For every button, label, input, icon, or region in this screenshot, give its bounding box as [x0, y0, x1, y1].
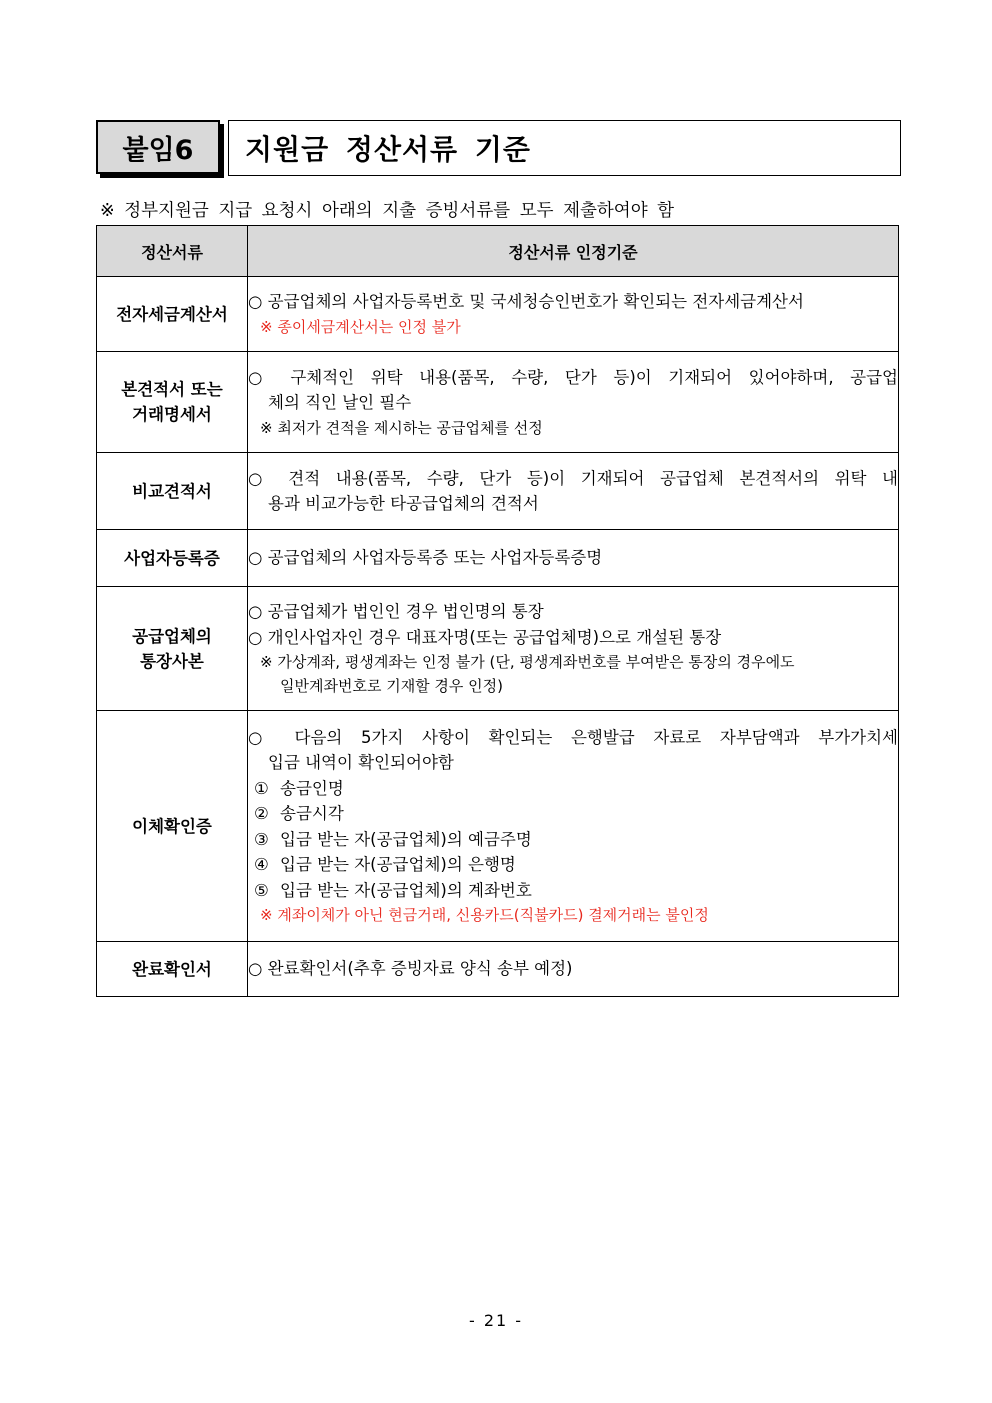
item-number: ①	[254, 778, 269, 798]
page-title: 지원금 정산서류 기준	[228, 120, 901, 176]
table-row	[97, 277, 899, 352]
criteria-line: ○ 공급업체가 법인인 경우 법인명의 통장	[248, 602, 544, 621]
row-criteria	[248, 453, 899, 530]
list-item	[248, 878, 898, 904]
criteria-line: ○ 다음의 5가지 사항이 확인되는 은행발급 자료로 자부담액과 부가가치세	[248, 727, 898, 747]
criteria-line: ○ 공급업체의 사업자등록증 또는 사업자등록증명	[248, 548, 603, 568]
table-row	[97, 942, 899, 997]
row-label: 비교견적서	[97, 453, 248, 530]
criteria-line: 용과 비교가능한 타공급업체의 견적서	[268, 494, 539, 513]
criteria-line: ○ 개인사업자인 경우 대표자명(또는 공급업체명)으로 개설된 통장	[248, 627, 722, 647]
row-criteria	[248, 530, 899, 587]
row-label: 전자세금계산서	[97, 277, 248, 352]
criteria-note: ※ 가상계좌, 평생계좌는 인정 불가 (단, 평생계좌번호를 부여받은 통장의 경우에도	[260, 653, 795, 671]
list-item	[248, 852, 898, 878]
item-number: ②	[254, 804, 269, 824]
criteria-line: ○ 구체적인 위탁 내용(품목, 수량, 단가 등)이 기재되어 있어야하며, 공급업	[248, 367, 898, 387]
row-criteria	[248, 942, 899, 997]
title-block	[96, 120, 901, 176]
table-row	[97, 587, 899, 711]
criteria-line: 체의 직인 날인 필수	[268, 393, 412, 412]
submission-note: ※ 정부지원금 지급 요청시 아래의 지출 증빙서류를 모두 제출하여야 함	[100, 201, 675, 221]
row-label: 이체확인증	[97, 711, 248, 942]
row-label: 완료확인서	[97, 942, 248, 997]
item-text: 입금 받는 자(공급업체)의 계좌번호	[280, 880, 532, 900]
appendix-tag: 붙임6	[96, 120, 220, 174]
row-label	[97, 587, 248, 711]
item-number: ④	[254, 855, 269, 875]
header-document: 정산서류	[97, 226, 248, 277]
list-item	[248, 827, 898, 853]
criteria-note: 일반계좌번호로 기재할 경우 인정)	[280, 677, 504, 695]
table-row	[97, 711, 899, 942]
criteria-line: ○ 완료확인서(추후 증빙자료 양식 송부 예정)	[248, 959, 573, 979]
table-row	[97, 352, 899, 453]
row-criteria	[248, 352, 899, 453]
row-criteria	[248, 277, 899, 352]
table-row	[97, 530, 899, 587]
criteria-note: ※ 종이세금계산서는 인정 불가	[260, 317, 461, 336]
item-number: ③	[254, 829, 269, 849]
row-label	[97, 352, 248, 453]
criteria-note: ※ 계좌이체가 아닌 현금거래, 신용카드(직불카드) 결제거래는 불인정	[260, 906, 709, 925]
row-label-line: 공급업체의	[132, 626, 212, 646]
row-criteria	[248, 587, 899, 711]
settlement-documents-table	[96, 225, 899, 997]
row-label-line: 거래명세서	[132, 405, 212, 424]
item-number: ⑤	[254, 880, 269, 900]
criteria-line: ○ 견적 내용(품목, 수량, 단가 등)이 기재되어 공급업체 본견적서의 위탁 내	[248, 468, 898, 488]
item-text: 입금 받는 자(공급업체)의 은행명	[280, 855, 516, 875]
criteria-note: ※ 최저가 견적을 제시하는 공급업체를 선정	[260, 418, 543, 437]
criteria-line: ○ 공급업체의 사업자등록번호 및 국세청승인번호가 확인되는 전자세금계산서	[248, 292, 804, 312]
row-label: 사업자등록증	[97, 530, 248, 587]
list-item	[248, 801, 898, 827]
row-label-line: 본견적서 또는	[121, 380, 223, 399]
item-text: 송금시각	[280, 804, 344, 824]
row-label-line: 통장사본	[140, 651, 204, 671]
table-row	[97, 453, 899, 530]
page-number: - 21 -	[468, 1311, 524, 1330]
criteria-line: 입금 내역이 확인되어야함	[268, 753, 454, 773]
list-item	[248, 776, 898, 802]
item-text: 송금인명	[280, 778, 344, 798]
item-text: 입금 받는 자(공급업체)의 예금주명	[280, 829, 532, 849]
table-header-row	[97, 226, 899, 277]
header-criteria: 정산서류 인정기준	[248, 226, 899, 277]
row-criteria	[248, 711, 899, 942]
